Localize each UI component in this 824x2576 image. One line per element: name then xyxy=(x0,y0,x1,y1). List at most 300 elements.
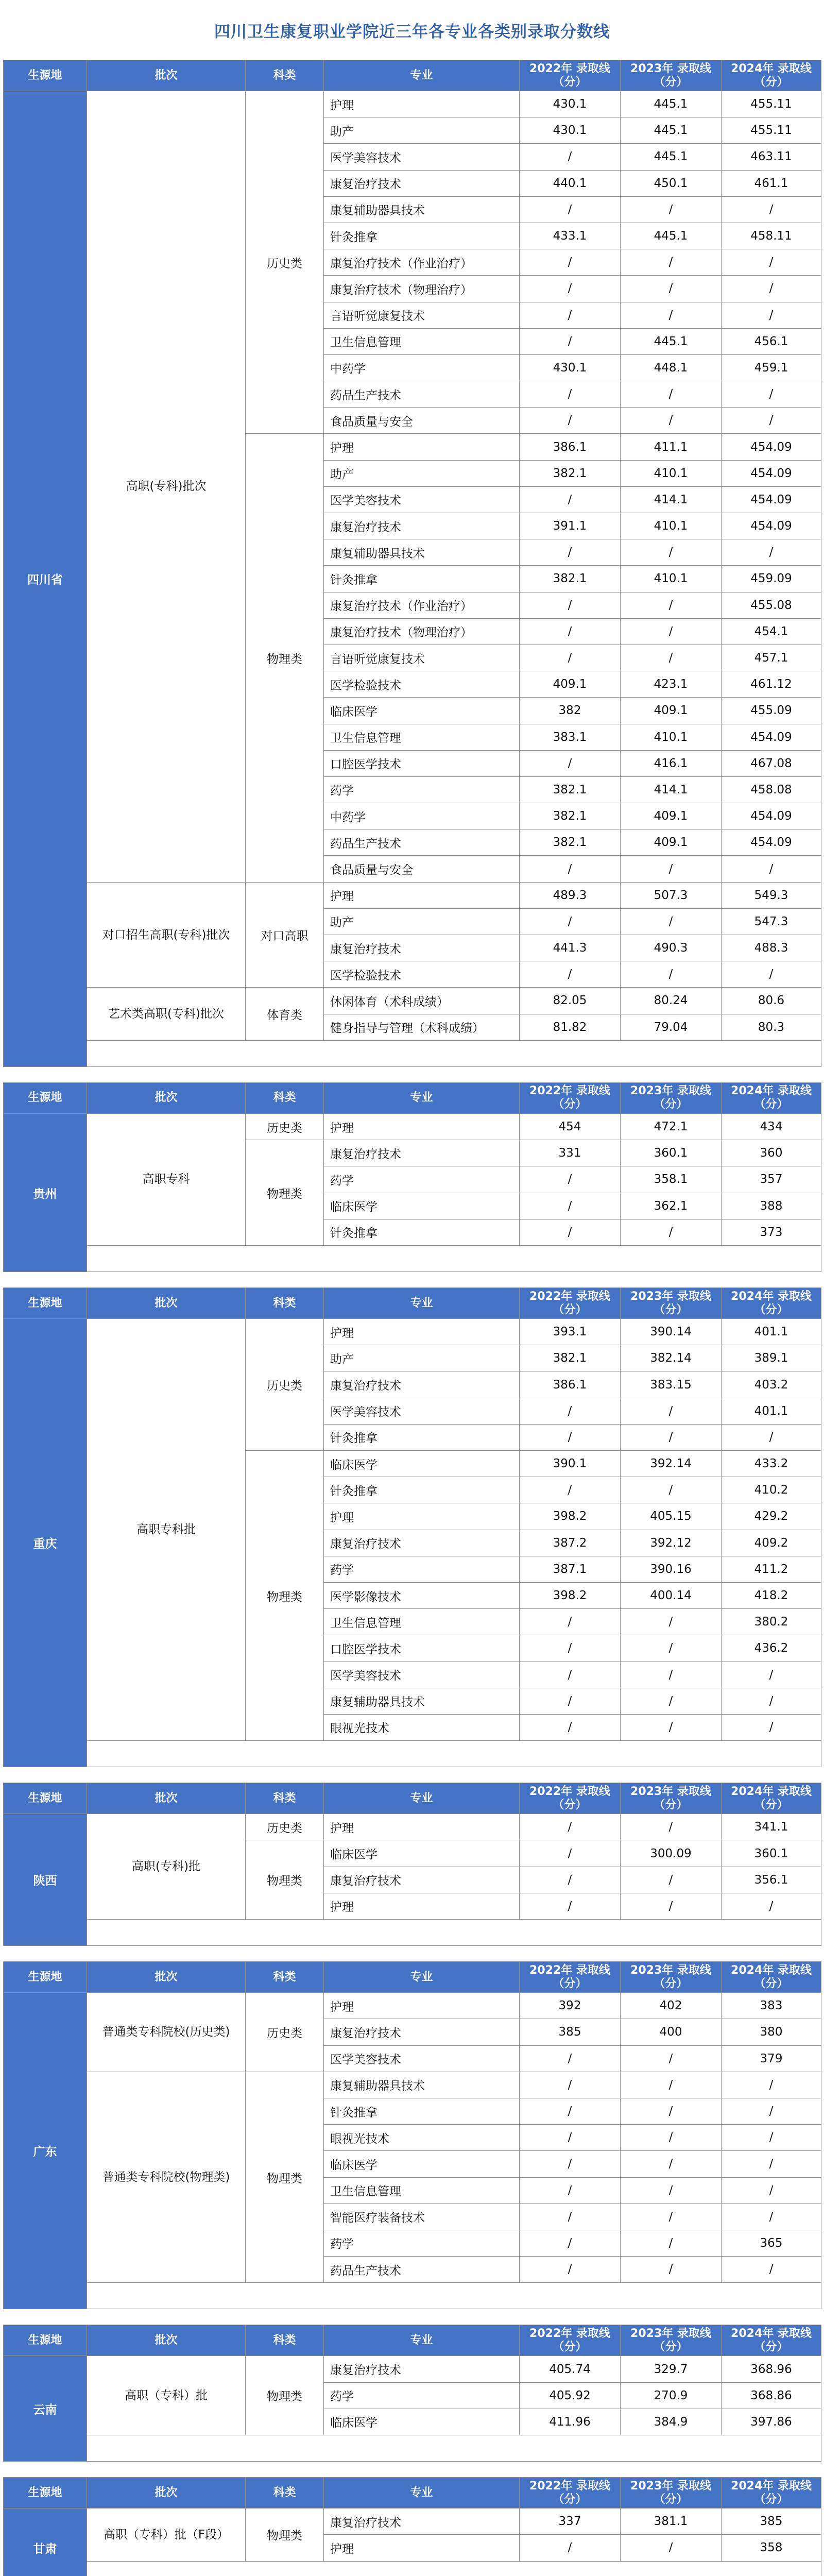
score-2022: 392 xyxy=(520,1993,621,2019)
score-2022: / xyxy=(520,1219,621,1245)
score-2023: 411.1 xyxy=(621,434,722,460)
score-2022: / xyxy=(520,196,621,223)
table-row-blank xyxy=(4,1245,821,1272)
major-cell: 康复治疗技术（物理治疗） xyxy=(324,276,520,302)
score-2022: / xyxy=(520,276,621,302)
major-cell: 药学 xyxy=(324,776,520,803)
header-major: 专业 xyxy=(324,60,520,91)
major-cell: 针灸推拿 xyxy=(324,1219,520,1245)
major-cell: 眼视光技术 xyxy=(324,2125,520,2151)
major-cell: 药学 xyxy=(324,2382,520,2409)
header-2022: 2022年 录取线（分） xyxy=(520,2325,621,2356)
section-table xyxy=(3,60,821,1067)
major-cell: 口腔医学技术 xyxy=(324,1635,520,1662)
score-2023: / xyxy=(621,2072,722,2098)
score-2022: / xyxy=(520,1477,621,1503)
score-2023: / xyxy=(621,2151,722,2177)
major-cell: 针灸推拿 xyxy=(324,1424,520,1450)
score-2024: 403.2 xyxy=(722,1371,821,1398)
category-cell: 历史类 xyxy=(246,1113,324,1140)
score-2024: 455.08 xyxy=(722,592,821,618)
score-2023: / xyxy=(621,856,722,882)
score-2024: 549.3 xyxy=(722,882,821,908)
score-2023: 270.9 xyxy=(621,2382,722,2409)
table-row-blank xyxy=(4,2561,821,2576)
score-2023: / xyxy=(621,2230,722,2256)
province-cell: 云南 xyxy=(4,2356,87,2462)
score-2022: / xyxy=(520,2098,621,2124)
major-cell: 食品质量与安全 xyxy=(324,408,520,434)
major-cell: 康复治疗技术 xyxy=(324,513,520,539)
major-cell: 护理 xyxy=(324,1113,520,1140)
major-cell: 康复治疗技术 xyxy=(324,935,520,961)
category-cell: 历史类 xyxy=(246,1814,324,1840)
section-table xyxy=(3,1082,821,1272)
score-2023: 402 xyxy=(621,1993,722,2019)
major-cell: 药品生产技术 xyxy=(324,2257,520,2283)
major-cell: 中药学 xyxy=(324,354,520,381)
score-2022: / xyxy=(520,302,621,328)
score-2023: 450.1 xyxy=(621,170,722,196)
score-2023: / xyxy=(621,1814,722,1840)
score-2024: / xyxy=(722,2072,821,2098)
score-2024: 454.1 xyxy=(722,618,821,645)
score-2022: / xyxy=(520,750,621,776)
major-cell: 临床医学 xyxy=(324,1840,520,1867)
batch-cell: 高职专科 xyxy=(87,1113,246,1245)
batch-cell: 高职（专科）批 xyxy=(87,2356,246,2435)
score-2022: 382.1 xyxy=(520,803,621,829)
major-cell: 休闲体育（术科成绩） xyxy=(324,988,520,1014)
major-cell: 医学影像技术 xyxy=(324,1582,520,1608)
score-2023: / xyxy=(621,1609,722,1635)
score-2024: 409.2 xyxy=(722,1530,821,1556)
score-2024: 454.09 xyxy=(722,460,821,486)
major-cell: 临床医学 xyxy=(324,698,520,724)
score-2022: 405.92 xyxy=(520,2382,621,2409)
blank-cell xyxy=(87,1040,821,1066)
score-2023: 381.1 xyxy=(621,2509,722,2535)
province-cell: 甘肃 xyxy=(4,2509,87,2576)
score-2023: 400 xyxy=(621,2019,722,2045)
score-2023: 362.1 xyxy=(621,1193,722,1219)
major-cell: 护理 xyxy=(324,1893,520,1919)
score-2022: / xyxy=(520,2125,621,2151)
header-2023: 2023年 录取线（分） xyxy=(621,2325,722,2356)
score-2023: 423.1 xyxy=(621,671,722,698)
score-2024: 461.12 xyxy=(722,671,821,698)
score-2023: 392.14 xyxy=(621,1451,722,1477)
score-2024: 383 xyxy=(722,1993,821,2019)
province-cell: 贵州 xyxy=(4,1113,87,1272)
table-row xyxy=(4,988,821,1014)
batch-cell: 高职(专科)批次 xyxy=(87,91,246,883)
major-cell: 康复辅助器具技术 xyxy=(324,539,520,566)
batch-cell: 普通类专科院校(物理类) xyxy=(87,2072,246,2283)
header-2022: 2022年 录取线（分） xyxy=(520,1783,621,1814)
table-row xyxy=(4,2356,821,2382)
header-2022: 2022年 录取线（分） xyxy=(520,60,621,91)
score-2024: 385 xyxy=(722,2509,821,2535)
score-2024: 436.2 xyxy=(722,1635,821,1662)
score-2024: 454.09 xyxy=(722,513,821,539)
batch-cell: 艺术类高职(专科)批次 xyxy=(87,988,246,1040)
score-2024: 429.2 xyxy=(722,1503,821,1530)
major-cell: 医学美容技术 xyxy=(324,144,520,170)
score-2024: 455.11 xyxy=(722,117,821,144)
table-row xyxy=(4,882,821,908)
table-row xyxy=(4,2509,821,2535)
major-cell: 药学 xyxy=(324,1556,520,1582)
header-category: 科类 xyxy=(246,1962,324,1993)
score-2023: 414.1 xyxy=(621,776,722,803)
major-cell: 康复治疗技术 xyxy=(324,1867,520,1893)
score-2024: 459.09 xyxy=(722,566,821,592)
score-2024: 418.2 xyxy=(722,1582,821,1608)
score-2022: 430.1 xyxy=(520,91,621,117)
table-row xyxy=(4,1113,821,1140)
score-2023: / xyxy=(621,645,722,671)
major-cell: 食品质量与安全 xyxy=(324,856,520,882)
section-table xyxy=(3,1783,821,1946)
header-2024: 2024年 录取线（分） xyxy=(722,2325,821,2356)
score-2022: / xyxy=(520,144,621,170)
header-source: 生源地 xyxy=(4,1082,87,1113)
major-cell: 针灸推拿 xyxy=(324,566,520,592)
major-cell: 眼视光技术 xyxy=(324,1714,520,1740)
major-cell: 康复辅助器具技术 xyxy=(324,2072,520,2098)
score-2024: 454.09 xyxy=(722,434,821,460)
score-2023: / xyxy=(621,2535,722,2561)
score-2023: / xyxy=(621,2177,722,2204)
section-gap xyxy=(0,1946,824,1961)
table-row-blank xyxy=(4,2435,821,2462)
major-cell: 护理 xyxy=(324,434,520,460)
header-2023: 2023年 录取线（分） xyxy=(621,2478,722,2509)
major-cell: 临床医学 xyxy=(324,1451,520,1477)
category-cell: 物理类 xyxy=(246,2072,324,2283)
header-major: 专业 xyxy=(324,1962,520,1993)
score-2022: 454 xyxy=(520,1113,621,1140)
score-2022: 82.05 xyxy=(520,988,621,1014)
score-2024: / xyxy=(722,196,821,223)
section-gap xyxy=(0,2309,824,2325)
major-cell: 康复辅助器具技术 xyxy=(324,196,520,223)
major-cell: 卫生信息管理 xyxy=(324,1609,520,1635)
category-cell: 历史类 xyxy=(246,1993,324,2072)
major-cell: 护理 xyxy=(324,2535,520,2561)
major-cell: 康复治疗技术（作业治疗） xyxy=(324,249,520,276)
table-row xyxy=(4,91,821,117)
batch-cell: 普通类专科院校(历史类) xyxy=(87,1993,246,2072)
header-batch: 批次 xyxy=(87,1082,246,1113)
score-2022: / xyxy=(520,2072,621,2098)
score-2022: / xyxy=(520,1714,621,1740)
header-2024: 2024年 录取线（分） xyxy=(722,2478,821,2509)
major-cell: 护理 xyxy=(324,1814,520,1840)
major-cell: 康复辅助器具技术 xyxy=(324,1688,520,1714)
score-2024: 401.1 xyxy=(722,1398,821,1424)
score-2023: / xyxy=(621,2125,722,2151)
score-2024: / xyxy=(722,1424,821,1450)
score-2024: / xyxy=(722,2177,821,2204)
score-2022: 409.1 xyxy=(520,671,621,698)
score-2022: 489.3 xyxy=(520,882,621,908)
score-2024: 459.1 xyxy=(722,354,821,381)
score-2023: 384.9 xyxy=(621,2409,722,2435)
score-2022: / xyxy=(520,1893,621,1919)
header-2024: 2024年 录取线（分） xyxy=(722,1783,821,1814)
score-2024: / xyxy=(722,302,821,328)
header-2022: 2022年 录取线（分） xyxy=(520,1288,621,1319)
header-category: 科类 xyxy=(246,1082,324,1113)
score-2023: / xyxy=(621,2098,722,2124)
batch-cell: 高职专科批 xyxy=(87,1319,246,1741)
header-source: 生源地 xyxy=(4,1783,87,1814)
score-2023: 448.1 xyxy=(621,354,722,381)
score-2023: / xyxy=(621,196,722,223)
blank-cell xyxy=(87,1245,821,1272)
major-cell: 智能医疗装备技术 xyxy=(324,2204,520,2230)
score-2023: / xyxy=(621,302,722,328)
header-batch: 批次 xyxy=(87,2478,246,2509)
score-2022: / xyxy=(520,2257,621,2283)
major-cell: 康复治疗技术 xyxy=(324,2509,520,2535)
score-2023: 445.1 xyxy=(621,223,722,249)
score-2022: 386.1 xyxy=(520,434,621,460)
score-2022: 331 xyxy=(520,1140,621,1166)
header-source: 生源地 xyxy=(4,1962,87,1993)
score-2022: 393.1 xyxy=(520,1319,621,1345)
score-2024: / xyxy=(722,2257,821,2283)
tables-container xyxy=(0,60,824,2576)
major-cell: 护理 xyxy=(324,882,520,908)
blank-cell xyxy=(87,2435,821,2462)
major-cell: 言语听觉康复技术 xyxy=(324,302,520,328)
score-2023: 410.1 xyxy=(621,724,722,750)
score-2022: / xyxy=(520,539,621,566)
major-cell: 医学美容技术 xyxy=(324,1662,520,1688)
score-2022: 433.1 xyxy=(520,223,621,249)
score-2024: / xyxy=(722,1893,821,1919)
header-2023: 2023年 录取线（分） xyxy=(621,1962,722,1993)
header-2024: 2024年 录取线（分） xyxy=(722,1082,821,1113)
score-2024: 380.2 xyxy=(722,1609,821,1635)
score-2023: 490.3 xyxy=(621,935,722,961)
section-gap xyxy=(0,1767,824,1783)
province-cell: 陕西 xyxy=(4,1814,87,1946)
score-2022: 385 xyxy=(520,2019,621,2045)
score-2023: / xyxy=(621,1424,722,1450)
header-category: 科类 xyxy=(246,1783,324,1814)
score-2024: 379 xyxy=(722,2045,821,2072)
score-2022: / xyxy=(520,1424,621,1450)
category-cell: 物理类 xyxy=(246,1451,324,1741)
header-source: 生源地 xyxy=(4,2325,87,2356)
score-2023: 445.1 xyxy=(621,144,722,170)
major-cell: 康复治疗技术 xyxy=(324,1530,520,1556)
major-cell: 临床医学 xyxy=(324,2409,520,2435)
score-2024: 463.11 xyxy=(722,144,821,170)
score-2023: 400.14 xyxy=(621,1582,722,1608)
major-cell: 护理 xyxy=(324,1503,520,1530)
category-cell: 物理类 xyxy=(246,1840,324,1920)
table-row xyxy=(4,1993,821,2019)
score-2023: 409.1 xyxy=(621,803,722,829)
score-2023: / xyxy=(621,1662,722,1688)
score-2022: 382.1 xyxy=(520,566,621,592)
header-category: 科类 xyxy=(246,2478,324,2509)
score-2022: / xyxy=(520,645,621,671)
header-batch: 批次 xyxy=(87,2325,246,2356)
score-2023: 358.1 xyxy=(621,1166,722,1193)
major-cell: 康复治疗技术（物理治疗） xyxy=(324,618,520,645)
score-2023: 445.1 xyxy=(621,117,722,144)
score-2023: / xyxy=(621,2257,722,2283)
score-2024: 356.1 xyxy=(722,1867,821,1893)
major-cell: 中药学 xyxy=(324,803,520,829)
score-2024: 368.86 xyxy=(722,2382,821,2409)
score-2022: / xyxy=(520,2045,621,2072)
major-cell: 康复治疗技术（作业治疗） xyxy=(324,592,520,618)
score-2024: 365 xyxy=(722,2230,821,2256)
header-category: 科类 xyxy=(246,2325,324,2356)
score-2023: 360.1 xyxy=(621,1140,722,1166)
score-2024: 455.09 xyxy=(722,698,821,724)
score-2023: 382.14 xyxy=(621,1345,722,1371)
score-2023: / xyxy=(621,1867,722,1893)
score-2023: / xyxy=(621,592,722,618)
batch-cell: 高职(专科)批 xyxy=(87,1814,246,1920)
score-2024: / xyxy=(722,961,821,988)
major-cell: 医学美容技术 xyxy=(324,2045,520,2072)
major-cell: 康复治疗技术 xyxy=(324,1371,520,1398)
score-2022: 81.82 xyxy=(520,1014,621,1040)
header-major: 专业 xyxy=(324,1082,520,1113)
score-2023: / xyxy=(621,908,722,935)
major-cell: 助产 xyxy=(324,1345,520,1371)
category-cell: 物理类 xyxy=(246,434,324,882)
score-2022: / xyxy=(520,592,621,618)
major-cell: 医学美容技术 xyxy=(324,486,520,513)
score-2023: / xyxy=(621,961,722,988)
header-source: 生源地 xyxy=(4,2478,87,2509)
score-2023: / xyxy=(621,618,722,645)
page-title: 四川卫生康复职业学院近三年各专业各类别录取分数线 xyxy=(214,22,610,41)
major-cell: 医学美容技术 xyxy=(324,1398,520,1424)
header-2023: 2023年 录取线（分） xyxy=(621,60,722,91)
header-major: 专业 xyxy=(324,1783,520,1814)
score-2024: 457.1 xyxy=(722,645,821,671)
blank-cell xyxy=(87,2283,821,2309)
major-cell: 卫生信息管理 xyxy=(324,328,520,354)
score-2024: / xyxy=(722,539,821,566)
major-cell: 口腔医学技术 xyxy=(324,750,520,776)
score-2024: / xyxy=(722,2151,821,2177)
score-2024: 80.3 xyxy=(722,1014,821,1040)
score-2022: 398.2 xyxy=(520,1582,621,1608)
score-2022: / xyxy=(520,1814,621,1840)
blank-cell xyxy=(87,1920,821,1946)
score-2024: 401.1 xyxy=(722,1319,821,1345)
blank-cell xyxy=(87,2561,821,2576)
major-cell: 针灸推拿 xyxy=(324,223,520,249)
score-2024: 454.09 xyxy=(722,829,821,856)
table-row-blank xyxy=(4,2283,821,2309)
province-cell: 四川省 xyxy=(4,91,87,1067)
score-2024: / xyxy=(722,1714,821,1740)
header-2022: 2022年 录取线（分） xyxy=(520,1962,621,1993)
score-2022: 391.1 xyxy=(520,513,621,539)
score-2023: / xyxy=(621,1477,722,1503)
score-2022: / xyxy=(520,249,621,276)
score-2024: 389.1 xyxy=(722,1345,821,1371)
header-2022: 2022年 录取线（分） xyxy=(520,1082,621,1113)
score-2022: / xyxy=(520,1688,621,1714)
score-2022: 411.96 xyxy=(520,2409,621,2435)
score-2024: 397.86 xyxy=(722,2409,821,2435)
score-2024: 80.6 xyxy=(722,988,821,1014)
score-2023: 300.09 xyxy=(621,1840,722,1867)
score-2022: / xyxy=(520,618,621,645)
score-2024: 454.09 xyxy=(722,803,821,829)
score-2022: / xyxy=(520,1193,621,1219)
score-2024: / xyxy=(722,2098,821,2124)
score-2023: 409.1 xyxy=(621,829,722,856)
header-category: 科类 xyxy=(246,1288,324,1319)
score-2023: 329.7 xyxy=(621,2356,722,2382)
score-2024: 455.11 xyxy=(722,91,821,117)
score-2023: / xyxy=(621,249,722,276)
header-source: 生源地 xyxy=(4,1288,87,1319)
major-cell: 康复治疗技术 xyxy=(324,170,520,196)
header-2024: 2024年 录取线（分） xyxy=(722,1962,821,1993)
section-gap xyxy=(0,2462,824,2477)
province-cell: 重庆 xyxy=(4,1319,87,1767)
category-cell: 历史类 xyxy=(246,1319,324,1451)
score-2022: / xyxy=(520,2177,621,2204)
score-2024: 456.1 xyxy=(722,328,821,354)
score-2022: 430.1 xyxy=(520,354,621,381)
section-table xyxy=(3,2325,821,2462)
score-2024: 358 xyxy=(722,2535,821,2561)
score-2022: / xyxy=(520,1609,621,1635)
score-2024: / xyxy=(722,1688,821,1714)
score-2024: 411.2 xyxy=(722,1556,821,1582)
score-2023: 392.12 xyxy=(621,1530,722,1556)
score-2022: 441.3 xyxy=(520,935,621,961)
major-cell: 临床医学 xyxy=(324,2151,520,2177)
score-2023: 416.1 xyxy=(621,750,722,776)
score-2022: / xyxy=(520,961,621,988)
score-2023: 409.1 xyxy=(621,698,722,724)
major-cell: 药学 xyxy=(324,2230,520,2256)
table-row xyxy=(4,1814,821,1840)
major-cell: 康复治疗技术 xyxy=(324,1140,520,1166)
score-2023: 390.14 xyxy=(621,1319,722,1345)
score-2023: / xyxy=(621,276,722,302)
score-2024: 434 xyxy=(722,1113,821,1140)
major-cell: 康复治疗技术 xyxy=(324,2356,520,2382)
major-cell: 助产 xyxy=(324,117,520,144)
score-2022: / xyxy=(520,1166,621,1193)
score-2024: 368.96 xyxy=(722,2356,821,2382)
section-table xyxy=(3,1961,821,2309)
score-2022: / xyxy=(520,1840,621,1867)
score-2022: 430.1 xyxy=(520,117,621,144)
score-2022: / xyxy=(520,328,621,354)
score-2022: 382.1 xyxy=(520,776,621,803)
